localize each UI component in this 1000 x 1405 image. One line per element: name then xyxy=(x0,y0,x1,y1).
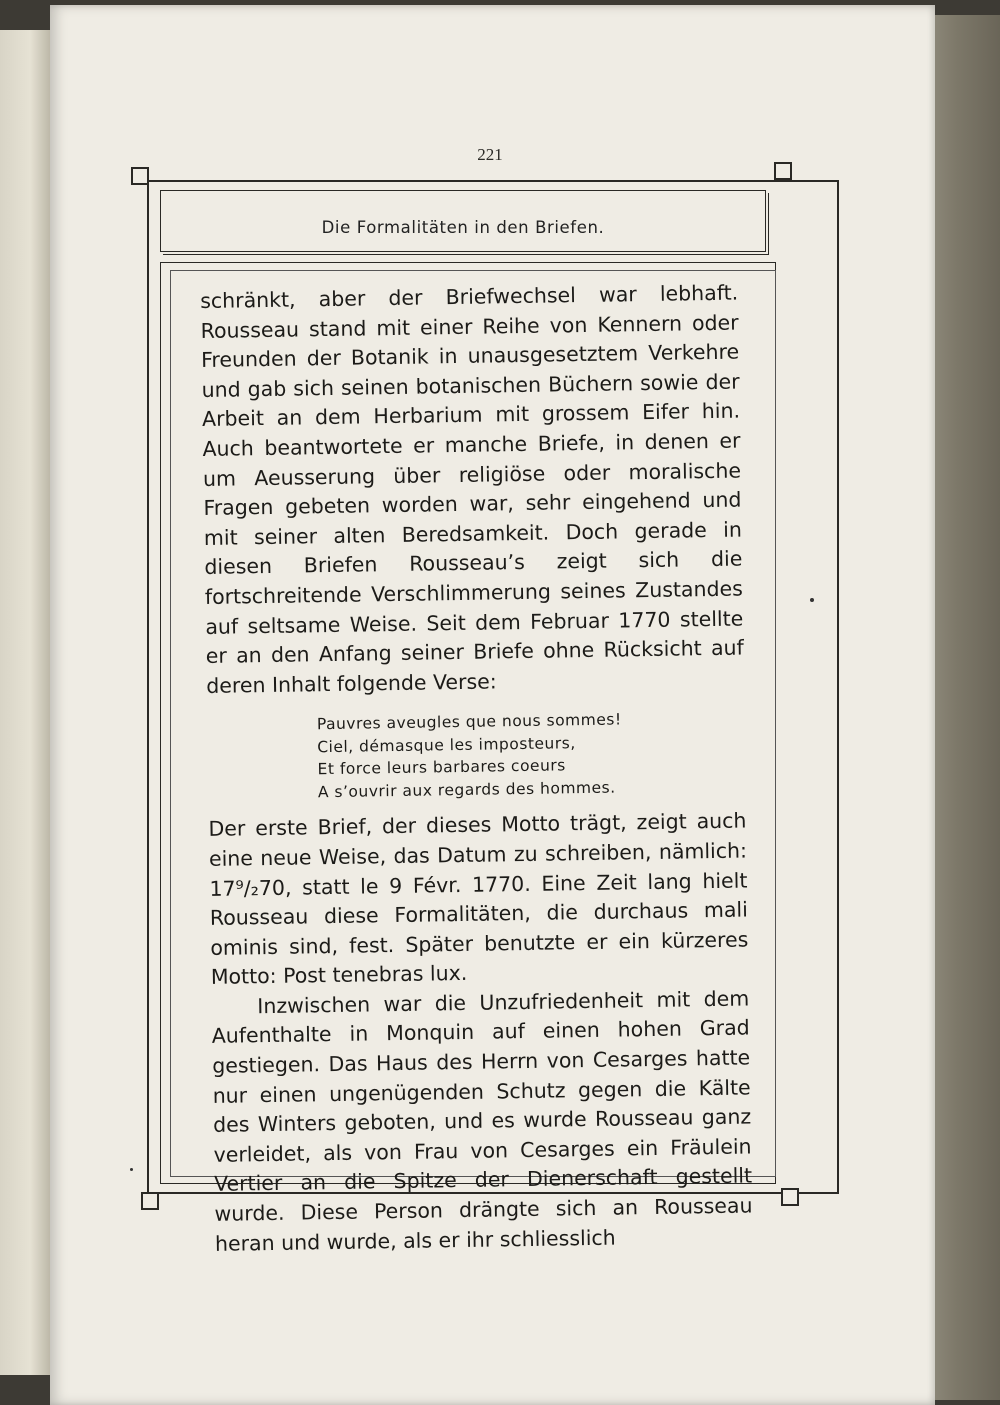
poem xyxy=(317,707,746,804)
frame-corner-bottom-left xyxy=(141,1192,159,1210)
frame-corner-top-right xyxy=(774,162,792,180)
poem-line: A s’ouvrir aux regards des hommes. xyxy=(317,778,616,802)
paragraph-1: schränkt, aber der Briefwechsel war lebhaft. Rousseau stand mit einer Reihe von Kennern oder Freunden der Botanik in unausgesetztem Verkehre und gab sich seinen botanischen Büchern sowie der Arbeit an dem Herbarium mit grossem Eifer hin. Auch beantwortete er manche Briefe, in denen er um Aeusserung über religiöse oder moralische Fragen gebeten worden war, sehr eingehend und mit seiner alten Beredsamkeit. Doch gerade in diesen Briefen Rousseau’s zeigt sich die fortschreitende Verschlimmerung seines Zustandes auf seltsame Weise. Seit dem Februar 1770 stellte er an den Anfang seiner Briefe ohne Rücksicht auf deren Inhalt folgende Verse: xyxy=(200,280,744,698)
book-cover-edge xyxy=(928,15,1000,1400)
left-page-edge xyxy=(0,30,50,1375)
body-text xyxy=(200,279,753,1260)
frame-corner-top-left xyxy=(131,167,149,185)
poem-line: Et force leurs barbares coeurs xyxy=(317,756,566,779)
paragraph-2: Der erste Brief, der dieses Motto trägt, zeigt auch eine neue Weise, das Datum zu schreiben, nämlich: 17⁹/₂70, statt le 9 Févr. 1770. Eine Zeit lang hielt Rousseau diese Formalitäten, die durchaus mali ominis sind, fest. Später benutzte er ein kürzeres Motto: Post tenebras lux. xyxy=(208,808,749,990)
poem-line: Pauvres aveugles que nous sommes! xyxy=(316,710,622,734)
paragraph-3: Inzwischen war die Unzufriedenheit mit dem Aufenthalte in Monquin auf einen hohen Grad gestiegen. Das Haus des Herrn von Cesarges hatte nur einen ungenügenden Schutz gegen die Kälte des Winters geboten, und es wurde Rousseau ganz verleidet, als von Frau von Cesarges ein Fräulein Vertier an die Spitze der Dienerschaft gestellt wurde. Diese Person drängte sich an Rousseau heran und wurde, als er ihr schliesslich xyxy=(211,986,753,1256)
speck xyxy=(810,598,814,602)
speck xyxy=(130,1168,133,1171)
frame-corner-bottom-right xyxy=(781,1188,799,1206)
poem-line: Ciel, démasque les imposteurs, xyxy=(317,733,576,757)
page-number: 221 xyxy=(477,145,503,164)
running-head: Die Formalitäten in den Briefen. xyxy=(321,217,605,237)
book-page xyxy=(50,5,935,1405)
running-head-box xyxy=(160,190,766,252)
